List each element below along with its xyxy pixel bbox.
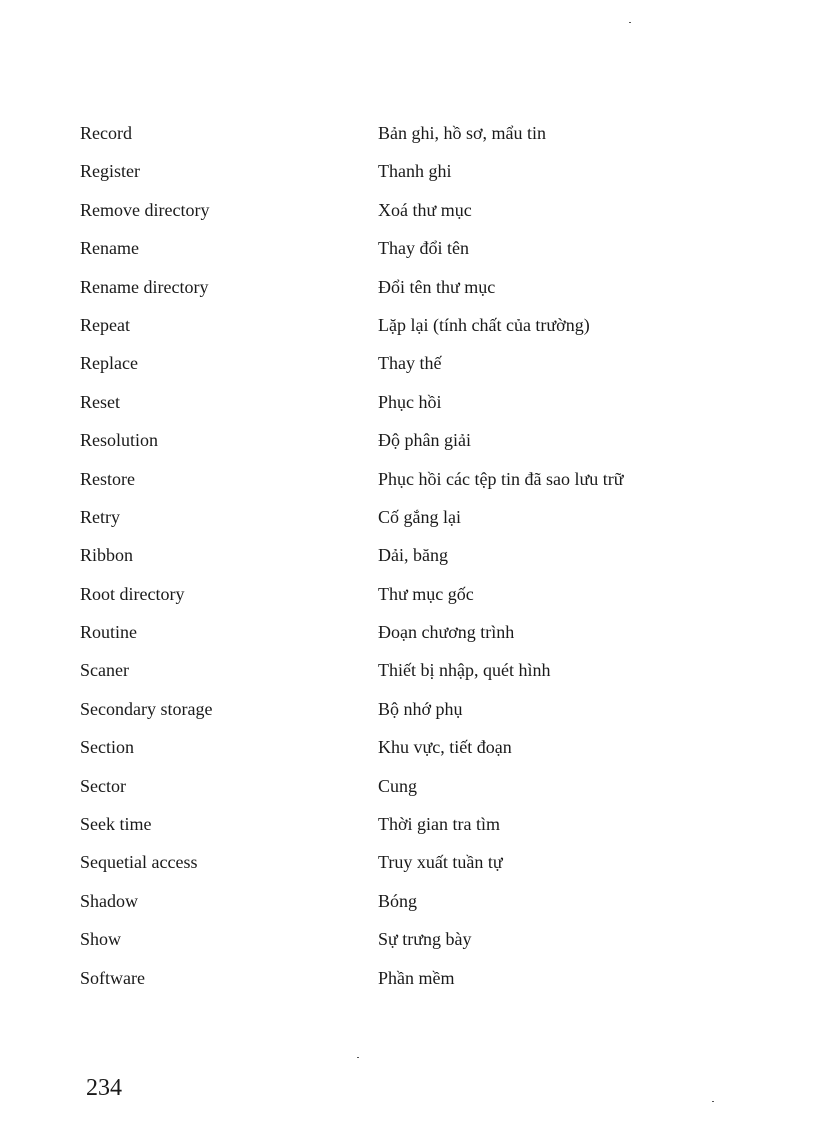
scan-speck [357, 1057, 359, 1058]
glossary-entry [80, 773, 680, 799]
scan-speck [712, 1101, 714, 1102]
glossary-definition: Lặp lại (tính chất của trường) [378, 314, 590, 335]
glossary-term: Rename directory [80, 276, 209, 297]
glossary-term: Record [80, 123, 132, 143]
glossary-term: Routine [80, 622, 137, 643]
glossary-definition: Thời gian tra tìm [378, 814, 500, 835]
glossary-term: Retry [80, 506, 120, 527]
glossary-term: Scaner [80, 660, 129, 681]
glossary-term: Shadow [80, 890, 138, 911]
glossary-definition: Độ phân giải [378, 430, 471, 451]
glossary-entry [80, 312, 680, 338]
glossary-definition: Thay thế [378, 353, 442, 374]
glossary-definition: Bộ nhớ phụ [378, 698, 463, 719]
glossary-definition: Sự trưng bày [378, 929, 472, 950]
glossary-definition: Bóng [378, 890, 418, 911]
glossary-entry [80, 849, 680, 875]
glossary-term: Rename [80, 238, 139, 259]
glossary-definition: Cố gắng lại [378, 506, 461, 527]
glossary-term: Secondary storage [80, 698, 213, 719]
glossary-term: Sector [80, 775, 126, 796]
glossary-definition: Phục hồi các tệp tin đã sao lưu trữ [378, 468, 624, 489]
glossary-entry [80, 657, 680, 683]
glossary-entry [80, 542, 680, 568]
glossary-term: Ribbon [80, 545, 134, 566]
glossary-definition: Truy xuất tuần tự [378, 852, 503, 873]
glossary-entry [80, 235, 680, 261]
glossary-definition: Phục hồi [378, 391, 442, 412]
page-number: 234 [86, 1075, 122, 1101]
glossary-entry [80, 350, 680, 376]
glossary-term: Register [80, 161, 140, 182]
glossary-term: Sequetial access [80, 852, 198, 873]
glossary-term: Root directory [80, 583, 185, 604]
glossary-entry [80, 427, 680, 453]
glossary-entry [80, 504, 680, 530]
glossary-definition: Thay đổi tên [378, 238, 469, 259]
glossary-term: Seek time [80, 814, 152, 835]
glossary-entry [80, 120, 680, 146]
glossary-entry [80, 811, 680, 837]
glossary-entry [80, 466, 680, 492]
glossary-definition: Đoạn chương trình [378, 622, 515, 643]
glossary-definition: Cung [378, 775, 418, 796]
glossary-entry [80, 734, 680, 760]
glossary-definition: Đổi tên thư mục [378, 276, 496, 297]
glossary-term: Software [80, 967, 145, 988]
glossary-term: Reset [80, 391, 120, 412]
glossary-entry [80, 158, 680, 184]
glossary-entry [80, 888, 680, 914]
glossary-list [80, 120, 680, 1003]
glossary-term: Repeat [80, 314, 130, 335]
glossary-term: Resolution [80, 430, 159, 451]
glossary-definition: Thư mục gốc [378, 583, 474, 604]
glossary-entry [80, 389, 680, 415]
glossary-entry [80, 274, 680, 300]
glossary-entry [80, 581, 680, 607]
glossary-definition: Phần mềm [378, 967, 455, 988]
glossary-term: Restore [80, 468, 135, 489]
glossary-definition: Bản ghi, hồ sơ, mẩu tin [378, 123, 547, 143]
glossary-definition: Xoá thư mục [378, 199, 472, 220]
glossary-definition: Khu vực, tiết đoạn [378, 737, 512, 758]
glossary-definition: Dải, băng [378, 545, 448, 566]
glossary-term: Section [80, 737, 134, 758]
glossary-definition: Thiết bị nhập, quét hình [378, 660, 551, 681]
glossary-entry [80, 696, 680, 722]
glossary-term: Remove directory [80, 199, 210, 220]
glossary-entry [80, 926, 680, 952]
glossary-entry [80, 965, 680, 991]
scan-speck [629, 22, 631, 23]
glossary-definition: Thanh ghi [378, 161, 452, 182]
glossary-entry [80, 197, 680, 223]
glossary-term: Show [80, 929, 122, 950]
glossary-entry [80, 619, 680, 645]
glossary-term: Replace [80, 353, 138, 374]
